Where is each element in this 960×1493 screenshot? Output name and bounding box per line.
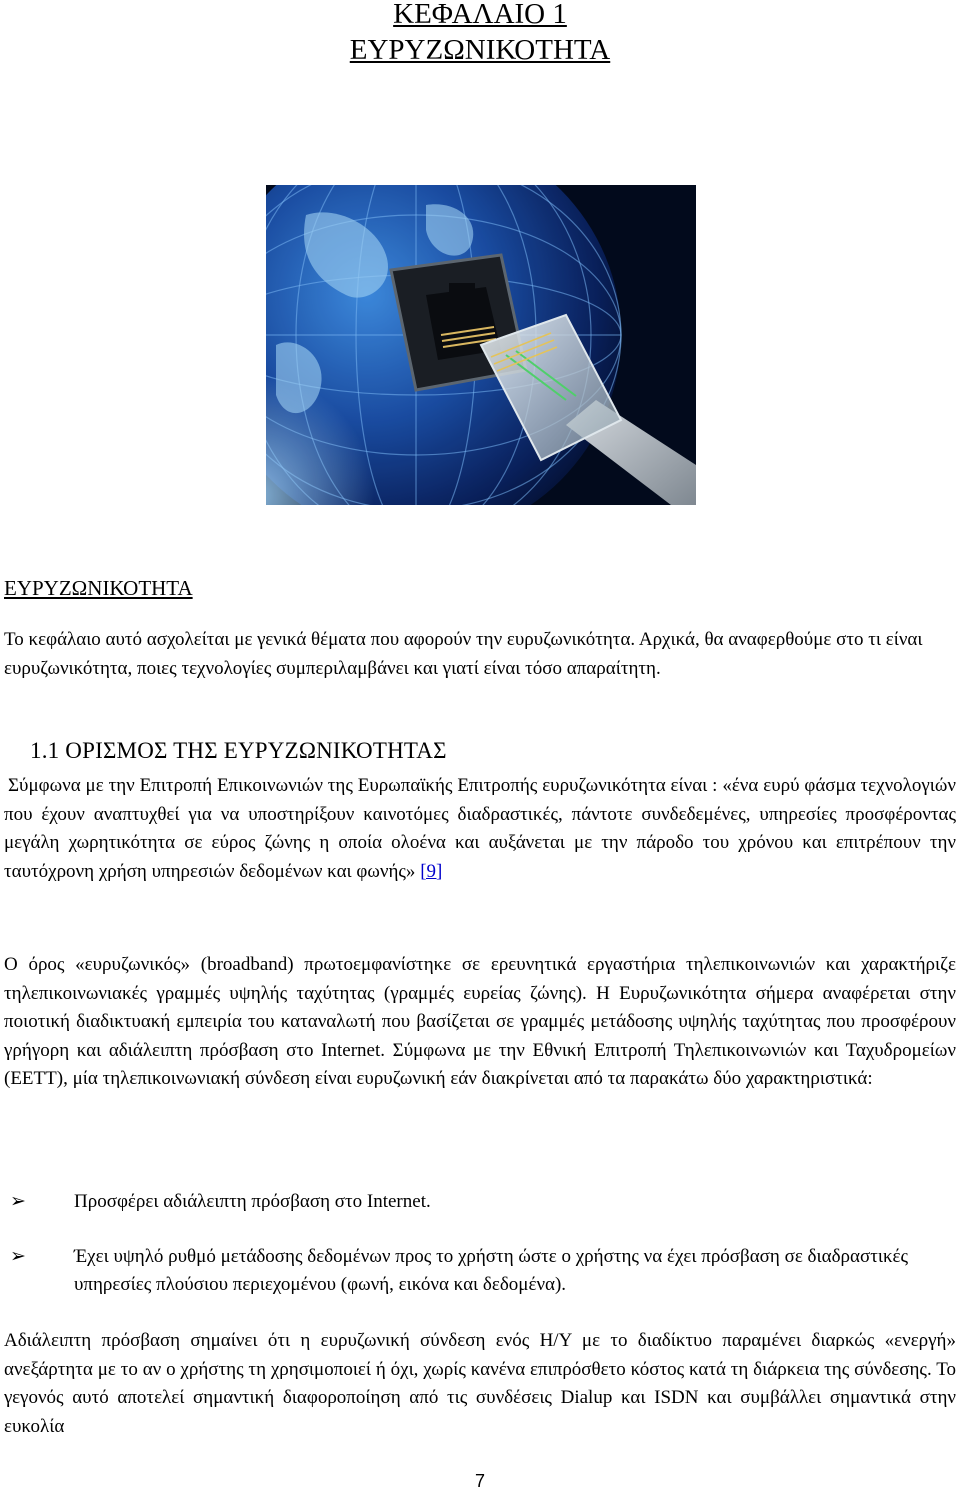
intro-paragraph: Το κεφάλαιο αυτό ασχολείται με γενικά θέματα που αφορούν την ευρυζωνικότητα. Αρχικά, θα αναφερθούμε στο τι είναι ευρυζωνικότητα, ποιες τεχνολογίες συμπεριλαμβάνει και γιατί είναι τόσο απαραίτητη. [4,629,923,679]
definition-text: Σύμφωνα με την Επιτροπή Επικοινωνιών της Ευρωπαϊκής Επιτροπής ευρυζωνικότητα είναι : «ένα ευρύ φάσμα τεχνολογιών που έχουν αναπτυχθεί για να υποστηρίξουν καινοτόμες διαδραστικές, πάντοτε συνδεδεμένες, υπηρεσίες προσφέροντας μεγάλη χωρητικότητα σε εύρος ζώνης η οποία ολοένα και αυξάνεται με την πάροδο του χρόνου και επιτρέπουν την ταυτόχρονη χρήση υπηρεσιών δεδομένων και φωνής» [4,775,956,882]
arrow-bullet-icon: ➢ [10,1246,26,1267]
definition-paragraph [4,772,956,886]
list-item-text: Έχει υψηλό ρυθμό μετάδοσης δεδομένων προς το χρήστη ώστε ο χρήστης να έχει πρόσβαση σε διαδραστικές υπηρεσίες πλούσιου περιεχομένου (φωνή, εικόνα και δεδομένα). [74,1246,909,1295]
globe-ethernet-illustration [266,185,696,505]
term-paragraph: Ο όρος «ευρυζωνικός» (broadband) πρωτοεμφανίστηκε σε ερευνητικά εργαστήρια τηλεπικοινωνιών και χαρακτήριζε τηλεπικοινωνιακές γραμμές υψηλής ταχύτητας (γραμμές ευρείας ζώνης). Η Ευρυζωνικότητα σήμερα αναφέρεται στην ποιοτική διαδικτυακή εμπειρία του καταναλωτή που βασίζεται σε γραμμές μετάδοσης υψηλής ταχύτητας που προσφέρουν γρήγορη και αδιάλειπτη πρόσβαση στο Internet. Σύμφωνα με την Εθνική Επιτροπή Τηλεπικοινωνιών και Ταχυδρομείων (ΕΕΤΤ), μία τηλεπικοινωνιακή σύνδεση είναι ευρυζωνική εάν διακρίνεται από τα παρακάτω δύο χαρακτηριστικά: [4,954,956,1089]
arrow-bullet-icon: ➢ [10,1191,26,1212]
access-paragraph: Αδιάλειπτη πρόσβαση σημαίνει ότι η ευρυζωνική σύνδεση ενός Η/Υ με το διαδίκτυο παραμένει διαρκώς «ενεργή» ανεξάρτητα με το αν ο χρήστης τη χρησιμοποιεί ή όχι, χωρίς κανένα επιπρόσθετο κόστος κατά τη διάρκεια της σύνδεσης. Το γεγονός αυτό αποτελεί σημαντική διαφοροποίηση από τις συνδέσεις Dialup και ISDN και συμβάλλει σημαντικά στην ευκολία [4,1330,956,1437]
list-item-text: Προσφέρει αδιάλειπτη πρόσβαση στο Internet. [74,1191,431,1212]
section-heading: ΕΥΡΥΖΩΝΙΚΟΤΗΤΑ [4,576,193,600]
chapter-number: ΚΕΦΑΛΑΙΟ 1 [393,0,567,30]
citation-link[interactable]: [9] [420,860,443,882]
page-number: 7 [474,1471,485,1491]
chapter-title: ΕΥΡΥΖΩΝΙΚΟΤΗΤΑ [349,34,611,66]
globe-ethernet-icon [266,185,696,505]
subsection-heading: 1.1 ΟΡΙΣΜΟΣ ΤΗΣ ΕΥΡΥΖΩΝΙΚΟΤΗΤΑΣ [30,738,447,763]
